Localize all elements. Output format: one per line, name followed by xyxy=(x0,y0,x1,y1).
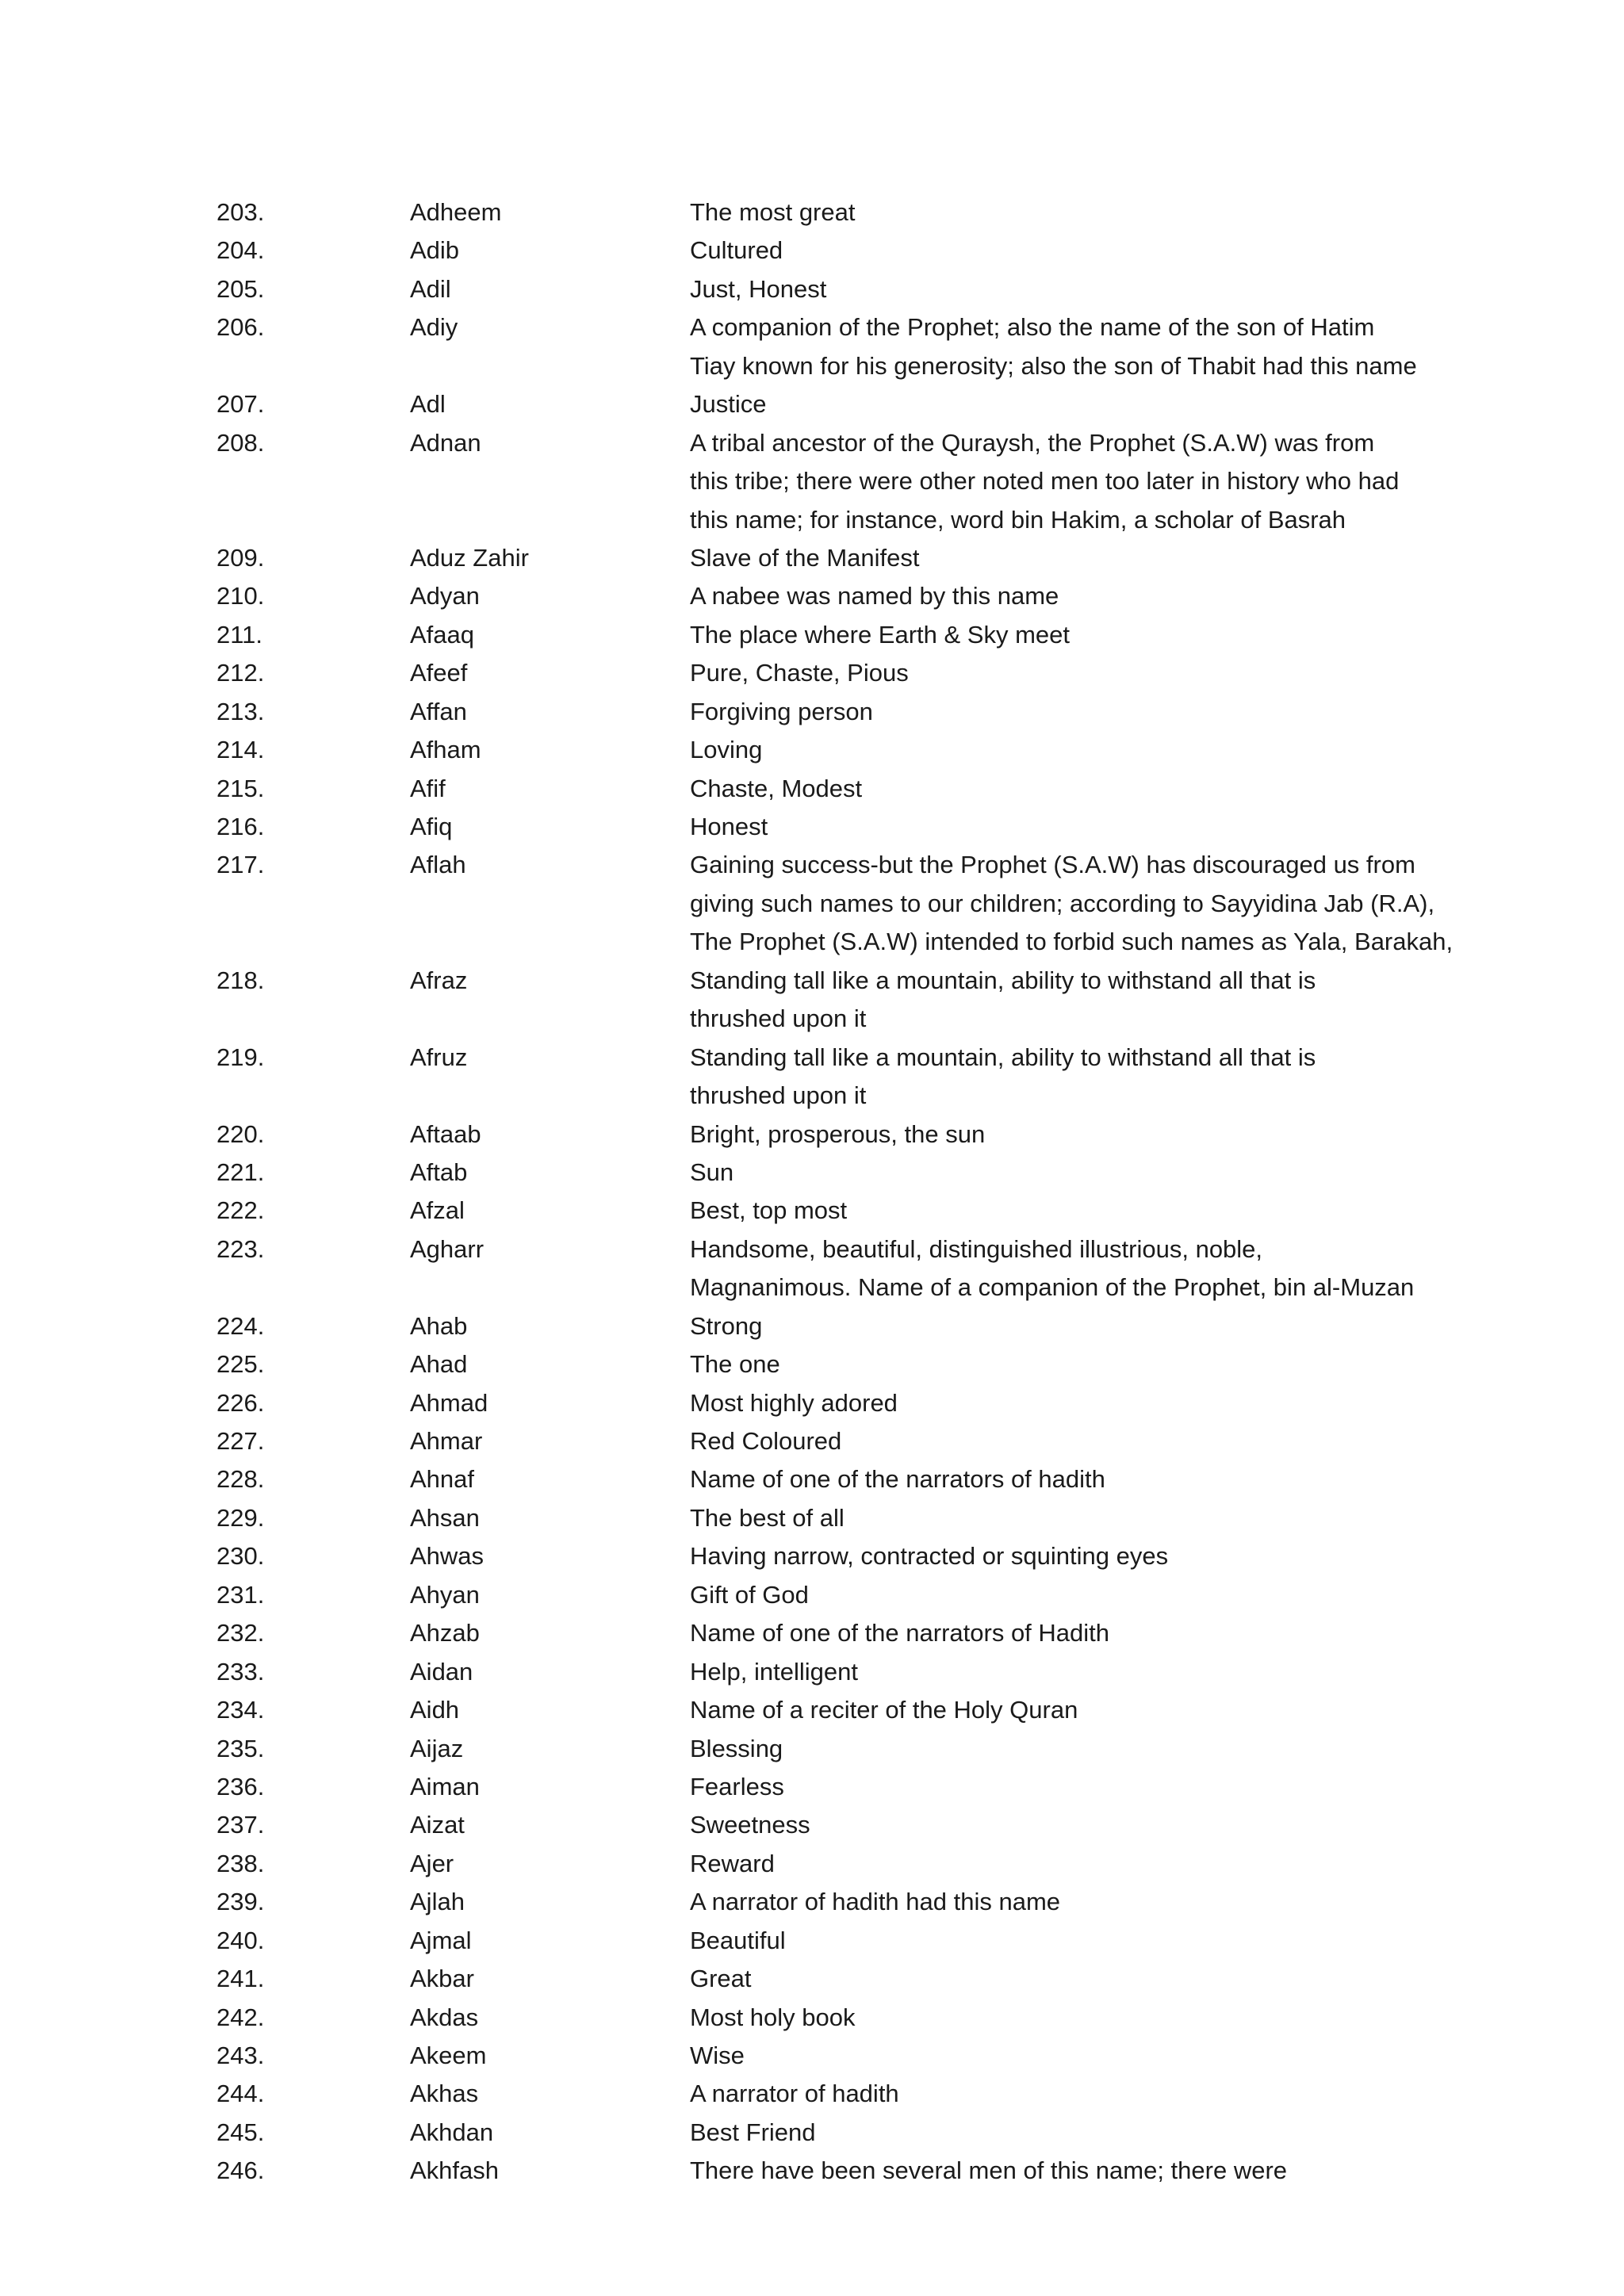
entry-number: 211. xyxy=(216,620,263,649)
meaning-line: The Prophet (S.A.W) intended to forbid such names as Yala, Barakah, xyxy=(690,928,1454,956)
meaning-line: Cultured xyxy=(690,236,783,265)
meaning-line: Loving xyxy=(690,736,763,764)
entry-number: 230. xyxy=(216,1542,265,1571)
entry-meaning xyxy=(690,1422,1501,1460)
entry-name: Affan xyxy=(410,697,467,725)
entry-number: 245. xyxy=(216,2118,265,2146)
list-item xyxy=(216,616,1501,654)
entry-number: 221. xyxy=(216,1158,265,1186)
entry-meaning xyxy=(690,1345,1501,1383)
entry-meaning xyxy=(690,1576,1501,1614)
meaning-line: A nabee was named by this name xyxy=(690,582,1059,610)
entry-meaning xyxy=(690,1730,1501,1768)
list-item xyxy=(216,2114,1501,2152)
meaning-line: Most highly adored xyxy=(690,1388,898,1417)
list-item xyxy=(216,1922,1501,1960)
entry-name: Ahsan xyxy=(410,1503,480,1532)
meaning-line: Slave of the Manifest xyxy=(690,543,920,572)
list-item xyxy=(216,232,1501,270)
entry-number: 213. xyxy=(216,697,265,725)
meaning-line: thrushed upon it xyxy=(690,1081,867,1110)
entry-name: Aflah xyxy=(410,851,466,879)
list-item xyxy=(216,2037,1501,2075)
entry-meaning xyxy=(690,616,1501,654)
meaning-line: thrushed upon it xyxy=(690,1004,867,1033)
entry-meaning xyxy=(690,308,1501,385)
entry-name: Ahad xyxy=(410,1350,468,1379)
entry-name: Ahmar xyxy=(410,1427,483,1455)
meaning-line: this name; for instance, word bin Hakim, a scholar of Basrah xyxy=(690,505,1346,534)
entry-number: 238. xyxy=(216,1849,265,1877)
entry-meaning xyxy=(690,654,1501,692)
entry-meaning xyxy=(690,1307,1501,1345)
entry-meaning xyxy=(690,1883,1501,1921)
entry-number: 206. xyxy=(216,313,265,342)
meaning-line: Great xyxy=(690,1965,752,1993)
entry-meaning xyxy=(690,1653,1501,1691)
entry-name: Agharr xyxy=(410,1234,485,1263)
entry-meaning xyxy=(690,693,1501,731)
meaning-line: Name of a reciter of the Holy Quran xyxy=(690,1696,1078,1724)
entry-number: 216. xyxy=(216,813,265,840)
list-item xyxy=(216,1230,1501,1307)
entry-name: Akdas xyxy=(410,2003,479,2031)
entry-number: 233. xyxy=(216,1657,265,1686)
entry-number: 212. xyxy=(216,659,265,687)
meaning-line: Best, top most xyxy=(690,1196,848,1225)
meaning-line: Sweetness xyxy=(690,1811,810,1839)
entry-name: Afzal xyxy=(410,1196,465,1225)
list-item xyxy=(216,193,1501,232)
entry-name: Aiman xyxy=(410,1772,480,1800)
entry-meaning xyxy=(690,770,1501,808)
entry-name: Adyan xyxy=(410,582,480,610)
meaning-line: Justice xyxy=(690,390,767,419)
meaning-line: Standing tall like a mountain, ability to withstand all that is xyxy=(690,966,1316,994)
list-item xyxy=(216,808,1501,846)
entry-name: Afham xyxy=(410,736,481,764)
entry-name: Afraz xyxy=(410,966,468,994)
entry-number: 205. xyxy=(216,274,265,303)
entry-number: 226. xyxy=(216,1388,265,1417)
entry-meaning xyxy=(690,539,1501,577)
entry-number: 243. xyxy=(216,2042,265,2069)
entry-number: 224. xyxy=(216,1311,265,1340)
list-item xyxy=(216,2075,1501,2113)
entry-name: Adil xyxy=(410,274,451,303)
entry-meaning xyxy=(690,1230,1501,1307)
entry-name: Aidh xyxy=(410,1696,460,1724)
entry-number: 223. xyxy=(216,1234,265,1263)
meaning-line: Magnanimous. Name of a companion of the Prophet, bin al-Muzan xyxy=(690,1273,1415,1302)
entry-name: Akhas xyxy=(410,2080,479,2108)
meaning-line: Name of one of the narrators of hadith xyxy=(690,1465,1105,1494)
meaning-line: Name of one of the narrators of Hadith xyxy=(690,1619,1110,1647)
list-item xyxy=(216,577,1501,615)
entry-number: 228. xyxy=(216,1465,265,1494)
entry-meaning xyxy=(690,1154,1501,1192)
entry-meaning xyxy=(690,1499,1501,1537)
meaning-line: The best of all xyxy=(690,1503,845,1532)
entry-name: Akhfash xyxy=(410,2156,500,2185)
entry-name: Akbar xyxy=(410,1965,474,1993)
meaning-line: Most holy book xyxy=(690,2003,856,2031)
entry-number: 210. xyxy=(216,582,265,610)
entry-name: Akhdan xyxy=(410,2118,494,2146)
entry-meaning xyxy=(690,1537,1501,1575)
meaning-line: Gift of God xyxy=(690,1580,809,1609)
entry-name: Aizat xyxy=(410,1811,465,1839)
entry-name: Afeef xyxy=(410,659,468,687)
entry-meaning xyxy=(690,1039,1501,1115)
meaning-line: Help, intelligent xyxy=(690,1657,858,1686)
entry-name: Aduz Zahir xyxy=(410,543,529,572)
list-item xyxy=(216,1537,1501,1575)
entry-name: Ahzab xyxy=(410,1619,480,1647)
list-item xyxy=(216,1345,1501,1383)
entry-meaning xyxy=(690,424,1501,539)
meaning-line: A narrator of hadith had this name xyxy=(690,1888,1061,1916)
list-item xyxy=(216,1307,1501,1345)
entry-meaning xyxy=(690,2114,1501,2152)
entry-number: 217. xyxy=(216,851,265,879)
entry-name: Ahyan xyxy=(410,1580,480,1609)
meaning-line: Red Coloured xyxy=(690,1427,842,1455)
entry-name: Ahnaf xyxy=(410,1465,475,1494)
list-item xyxy=(216,1460,1501,1498)
meaning-line: Honest xyxy=(690,813,768,840)
list-item xyxy=(216,962,1501,1039)
meaning-line: Handsome, beautiful, distinguished illustrious, noble, xyxy=(690,1234,1263,1263)
meaning-line: Beautiful xyxy=(690,1926,786,1954)
entry-number: 229. xyxy=(216,1503,265,1532)
list-item xyxy=(216,1115,1501,1154)
meaning-line: this tribe; there were other noted men too later in history who had xyxy=(690,467,1400,496)
entry-number: 215. xyxy=(216,774,265,802)
entry-meaning xyxy=(690,1614,1501,1652)
meaning-line: Standing tall like a mountain, ability to withstand all that is xyxy=(690,1043,1316,1071)
meaning-line: Best Friend xyxy=(690,2118,816,2146)
meaning-line: Blessing xyxy=(690,1734,783,1762)
list-item xyxy=(216,1730,1501,1768)
entry-meaning xyxy=(690,2075,1501,2113)
entry-meaning xyxy=(690,731,1501,769)
meaning-line: A narrator of hadith xyxy=(690,2080,899,2108)
meaning-line: A tribal ancestor of the Quraysh, the Prophet (S.A.W) was from xyxy=(690,428,1375,457)
entry-name: Afif xyxy=(410,774,446,802)
entry-name: Ajer xyxy=(410,1849,454,1877)
entry-number: 231. xyxy=(216,1580,265,1609)
entry-number: 246. xyxy=(216,2156,265,2185)
list-item xyxy=(216,1499,1501,1537)
list-item xyxy=(216,1845,1501,1883)
entry-name: Ajlah xyxy=(410,1888,465,1916)
list-item xyxy=(216,770,1501,808)
list-item xyxy=(216,1691,1501,1729)
entry-meaning xyxy=(690,1460,1501,1498)
entry-number: 209. xyxy=(216,543,265,572)
entry-name: Adnan xyxy=(410,428,481,457)
list-item xyxy=(216,385,1501,423)
meaning-line: Strong xyxy=(690,1311,763,1340)
entry-number: 232. xyxy=(216,1619,265,1647)
entry-name: Adiy xyxy=(410,313,458,342)
entry-name: Afruz xyxy=(410,1043,468,1071)
meaning-line: The most great xyxy=(690,198,856,226)
meaning-line: Sun xyxy=(690,1158,734,1186)
entry-number: 242. xyxy=(216,2003,265,2031)
meaning-line: The place where Earth & Sky meet xyxy=(690,620,1071,649)
meaning-line: Bright, prosperous, the sun xyxy=(690,1119,986,1148)
entry-meaning xyxy=(690,846,1501,961)
entry-meaning xyxy=(690,1960,1501,1998)
entry-name: Ahab xyxy=(410,1311,468,1340)
entry-name: Aftab xyxy=(410,1158,468,1186)
list-item xyxy=(216,1960,1501,1998)
entry-number: 203. xyxy=(216,198,265,226)
meaning-line: Gaining success-but the Prophet (S.A.W) has discouraged us from xyxy=(690,851,1415,879)
meaning-line: There have been several men of this name; there were xyxy=(690,2156,1288,2185)
entry-number: 234. xyxy=(216,1696,265,1724)
meaning-line: Having narrow, contracted or squinting eyes xyxy=(690,1542,1169,1571)
meaning-line: Tiay known for his generosity; also the son of Thabit had this name xyxy=(690,351,1417,380)
list-item xyxy=(216,846,1501,961)
entry-number: 240. xyxy=(216,1926,265,1954)
entry-meaning xyxy=(690,1768,1501,1806)
entry-name: Adheem xyxy=(410,198,502,226)
list-item xyxy=(216,1384,1501,1422)
entry-meaning xyxy=(690,1999,1501,2037)
entry-meaning xyxy=(690,1384,1501,1422)
meaning-line: Just, Honest xyxy=(690,274,827,303)
meaning-line: Reward xyxy=(690,1849,775,1877)
entry-number: 218. xyxy=(216,966,265,994)
entry-meaning xyxy=(690,1115,1501,1154)
entry-name: Afiq xyxy=(410,813,453,840)
entry-name: Akeem xyxy=(410,2042,487,2069)
entry-number: 214. xyxy=(216,736,265,764)
entry-meaning xyxy=(690,193,1501,232)
entry-meaning xyxy=(690,2037,1501,2075)
meaning-line: giving such names to our children; according to Sayyidina Jab (R.A), xyxy=(690,889,1435,917)
list-item xyxy=(216,1422,1501,1460)
entry-number: 204. xyxy=(216,236,265,265)
entry-number: 227. xyxy=(216,1427,265,1455)
entry-number: 244. xyxy=(216,2080,265,2108)
meaning-line: Pure, Chaste, Pious xyxy=(690,659,909,687)
entry-meaning xyxy=(690,1845,1501,1883)
meaning-line: Chaste, Modest xyxy=(690,774,863,802)
list-item xyxy=(216,270,1501,308)
entry-number: 219. xyxy=(216,1043,265,1071)
list-item xyxy=(216,2152,1501,2190)
entry-name: Adib xyxy=(410,236,460,265)
list-item xyxy=(216,1999,1501,2037)
entry-meaning xyxy=(690,577,1501,615)
entry-number: 207. xyxy=(216,390,265,419)
entry-number: 237. xyxy=(216,1811,265,1839)
entry-meaning xyxy=(690,808,1501,846)
entry-number: 222. xyxy=(216,1196,265,1225)
meaning-line: Fearless xyxy=(690,1772,784,1800)
list-item xyxy=(216,1883,1501,1921)
entry-name: Ajmal xyxy=(410,1926,472,1954)
entry-number: 208. xyxy=(216,428,265,457)
entry-name: Ahmad xyxy=(410,1388,488,1417)
names-list xyxy=(216,193,1501,2191)
meaning-line: Wise xyxy=(690,2042,745,2069)
entry-number: 241. xyxy=(216,1965,265,1993)
list-item xyxy=(216,654,1501,692)
entry-meaning xyxy=(690,232,1501,270)
list-item xyxy=(216,1614,1501,1652)
list-item xyxy=(216,424,1501,539)
entry-meaning xyxy=(690,385,1501,423)
entry-meaning xyxy=(690,1192,1501,1230)
list-item xyxy=(216,1653,1501,1691)
entry-name: Afaaq xyxy=(410,620,475,649)
list-item xyxy=(216,1576,1501,1614)
entry-number: 225. xyxy=(216,1350,265,1379)
entry-meaning xyxy=(690,2152,1501,2190)
entry-meaning xyxy=(690,1922,1501,1960)
entry-name: Aidan xyxy=(410,1657,473,1686)
list-item xyxy=(216,1192,1501,1230)
list-item xyxy=(216,1768,1501,1806)
list-item xyxy=(216,1154,1501,1192)
entry-number: 235. xyxy=(216,1734,265,1762)
entry-meaning xyxy=(690,962,1501,1039)
entry-meaning xyxy=(690,270,1501,308)
entry-name: Ahwas xyxy=(410,1542,485,1571)
list-item xyxy=(216,1806,1501,1844)
entry-name: Aijaz xyxy=(410,1734,464,1762)
entry-name: Adl xyxy=(410,390,446,419)
meaning-line: The one xyxy=(690,1350,780,1379)
list-item xyxy=(216,731,1501,769)
entry-meaning xyxy=(690,1806,1501,1844)
entry-number: 220. xyxy=(216,1119,265,1148)
entry-meaning xyxy=(690,1691,1501,1729)
list-item xyxy=(216,1039,1501,1115)
list-item xyxy=(216,539,1501,577)
entry-name: Aftaab xyxy=(410,1119,481,1148)
meaning-line: A companion of the Prophet; also the name of the son of Hatim xyxy=(690,313,1375,342)
list-item xyxy=(216,308,1501,385)
entry-number: 239. xyxy=(216,1888,265,1916)
list-item xyxy=(216,693,1501,731)
meaning-line: Forgiving person xyxy=(690,697,873,725)
entry-number: 236. xyxy=(216,1772,265,1800)
